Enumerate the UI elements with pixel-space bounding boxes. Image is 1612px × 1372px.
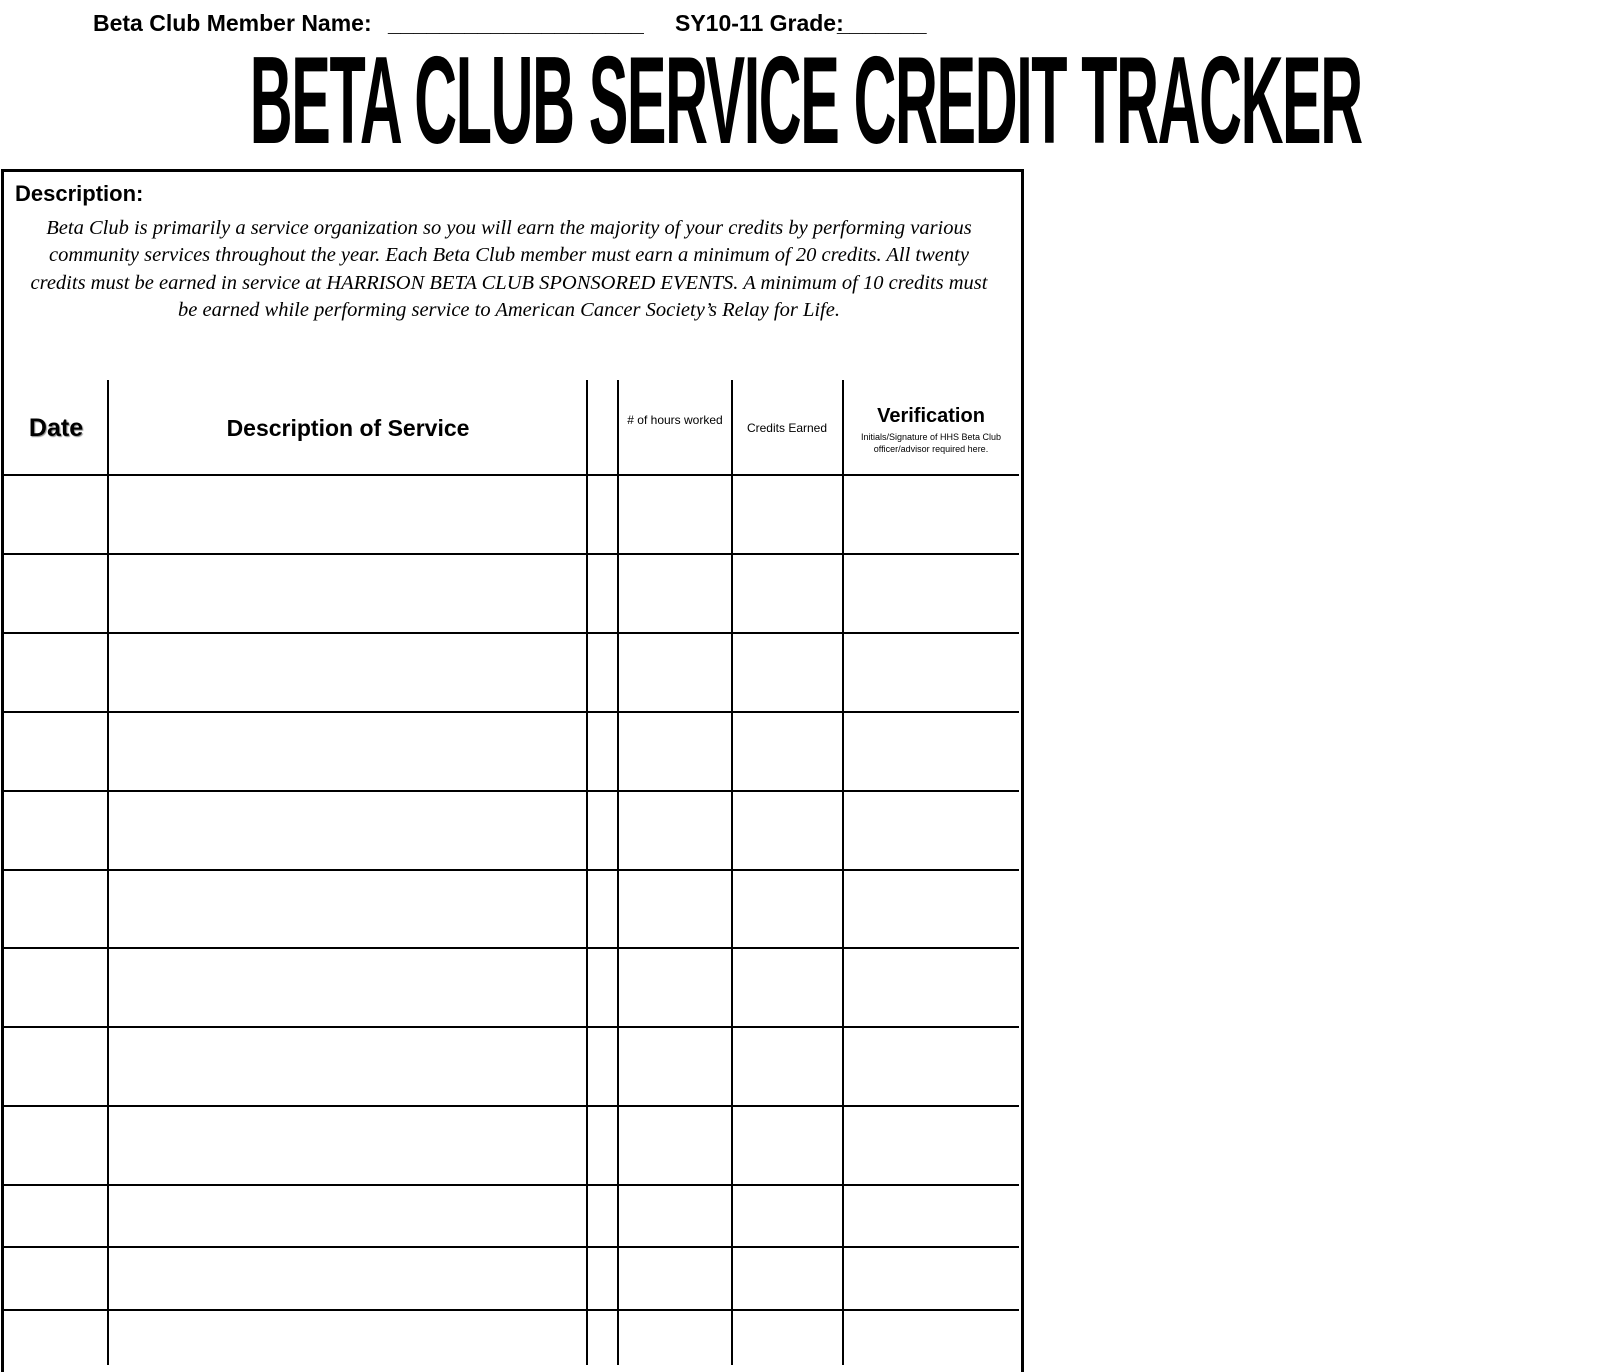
column-divider-credits — [842, 380, 844, 1365]
column-divider-description — [586, 380, 588, 1365]
member-name-label: Beta Club Member Name: — [93, 10, 372, 36]
row-divider — [4, 1309, 1019, 1311]
row-divider — [4, 790, 1019, 792]
row-divider — [4, 632, 1019, 634]
column-header-hours: # of hours worked — [627, 413, 723, 427]
page-title-text: BETA CLUB SERVICE CREDIT TRACKER — [249, 31, 1362, 171]
description-body: Beta Club is primarily a service organization so you will earn the majority of your credits by performing various community services throughout the year. Each Beta Club member must earn a minimum of 20 credits. All twenty credits must be earned in service at HARRISON BETA CLUB SPONSORED EVENTS. A minimum of 10 credits must be earned while performing service to American Cancer Society’s Relay for Life. — [30, 217, 988, 321]
row-divider — [4, 553, 1019, 555]
row-divider — [4, 947, 1019, 949]
row-divider — [4, 869, 1019, 871]
column-header-description: Description of Service — [226, 415, 470, 441]
row-divider — [4, 711, 1019, 713]
grade-label: SY10-11 Grade: — [675, 10, 844, 36]
verification-note: Initials/Signature of HHS Beta Club officer/advisor required here. — [860, 432, 1002, 454]
row-divider — [4, 1026, 1019, 1028]
page-title — [0, 31, 1362, 171]
verification-title: Verification — [877, 405, 985, 427]
column-header-verification — [844, 403, 1018, 455]
column-header-credits: Credits Earned — [746, 421, 828, 435]
column-divider-date — [107, 380, 109, 1365]
member-name-blank[interactable]: ____________________ — [388, 10, 644, 36]
column-divider-spacer — [617, 380, 619, 1365]
row-divider — [4, 1105, 1019, 1107]
row-divider — [4, 474, 1019, 476]
row-divider — [4, 1184, 1019, 1186]
grade-blank[interactable]: _______ — [837, 10, 927, 36]
tracker-frame — [1, 169, 1024, 1372]
description-heading: Description: — [15, 181, 144, 206]
column-header-date: Date — [28, 414, 84, 442]
column-divider-hours — [731, 380, 733, 1365]
row-divider — [4, 1246, 1019, 1248]
